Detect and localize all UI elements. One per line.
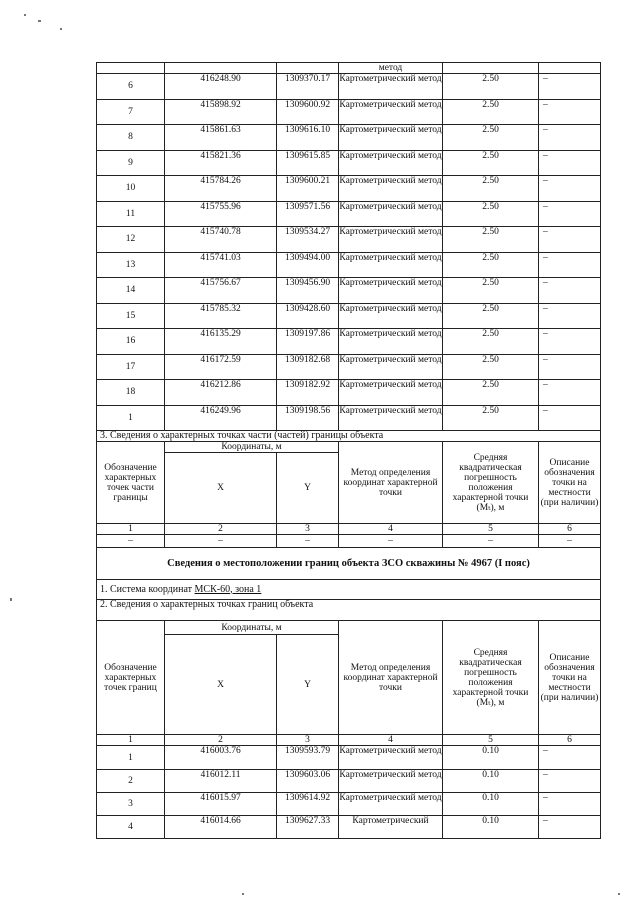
section2-number-row <box>97 735 601 746</box>
x-coordinate: 416014.66 <box>165 816 277 839</box>
y-coordinate: 1309593.79 <box>277 746 339 770</box>
description-cell: – <box>539 125 601 151</box>
x-coordinate <box>165 63 277 74</box>
column-number: 4 <box>339 735 443 746</box>
y-coordinate: 1309627.33 <box>277 816 339 839</box>
points-title: 2. Сведения о характерных точках границ объекта <box>97 600 601 621</box>
description-cell: – <box>539 150 601 176</box>
y-coordinate: 1309494.00 <box>277 252 339 278</box>
y-coordinate: 1309428.60 <box>277 303 339 329</box>
table-row <box>97 74 601 100</box>
description-cell: – <box>539 227 601 253</box>
table-row <box>97 252 601 278</box>
header-designation: Обозначение характерных точек границ <box>97 621 165 735</box>
table-row <box>97 354 601 380</box>
description-cell: – <box>539 770 601 793</box>
column-number: 6 <box>539 735 601 746</box>
header-y: Y <box>277 453 339 524</box>
error-cell: 2.50 <box>443 354 539 380</box>
description-cell: – <box>539 176 601 202</box>
x-coordinate: 416015.97 <box>165 793 277 816</box>
scan-speck <box>24 14 26 16</box>
y-coordinate: 1309600.92 <box>277 99 339 125</box>
section2-points-body <box>97 746 601 839</box>
point-number: 14 <box>97 278 165 304</box>
table-row <box>97 125 601 151</box>
table-row <box>97 816 601 839</box>
y-coordinate: 1309571.56 <box>277 201 339 227</box>
x-coordinate: 416249.96 <box>165 405 277 431</box>
description-cell: – <box>539 252 601 278</box>
points-table-body <box>97 63 601 431</box>
error-cell: 2.50 <box>443 303 539 329</box>
description-cell: – <box>539 303 601 329</box>
description-cell <box>539 63 601 74</box>
part3-number-row <box>97 524 601 535</box>
error-cell: 2.50 <box>443 278 539 304</box>
scan-speck <box>618 893 620 895</box>
table-row <box>97 329 601 355</box>
method-cell: Картометрический метод <box>339 380 443 406</box>
coord-system-label: 1. Система координат <box>100 583 195 595</box>
column-number: 4 <box>339 524 443 535</box>
method-cell: Картометрический метод <box>339 405 443 431</box>
y-coordinate: 1309534.27 <box>277 227 339 253</box>
method-cell: Картометрический метод <box>339 746 443 770</box>
coord-system-value: МСК-60, зона 1 <box>194 583 262 595</box>
error-cell: 2.50 <box>443 252 539 278</box>
header-designation: Обозначение характерных точек части границы <box>97 442 165 524</box>
column-number: 3 <box>277 735 339 746</box>
y-coordinate: 1309600.21 <box>277 176 339 202</box>
empty-cell: – <box>443 535 539 548</box>
x-coordinate: 415898.92 <box>165 99 277 125</box>
table-row <box>97 746 601 770</box>
method-cell: Картометрический метод <box>339 125 443 151</box>
header-description: Описание обозначения точки на местности (при наличии) <box>539 442 601 524</box>
header-method: Метод определения координат характерной точки <box>339 621 443 735</box>
empty-cell: – <box>539 535 601 548</box>
points-table <box>96 62 601 839</box>
x-coordinate: 416003.76 <box>165 746 277 770</box>
method-cell: Картометрический метод <box>339 770 443 793</box>
column-number: 2 <box>165 524 277 535</box>
method-cell: Картометрический метод <box>339 354 443 380</box>
point-number: 18 <box>97 380 165 406</box>
header-x: X <box>165 453 277 524</box>
error-cell: 2.50 <box>443 227 539 253</box>
header-error: Средняя квадратическая погрешность положения характерной точки (Mₜ), м <box>443 621 539 735</box>
y-coordinate: 1309182.92 <box>277 380 339 406</box>
column-number: 5 <box>443 524 539 535</box>
error-cell: 2.50 <box>443 201 539 227</box>
error-cell: 2.50 <box>443 380 539 406</box>
y-coordinate: 1309603.06 <box>277 770 339 793</box>
method-cell: Картометрический метод <box>339 99 443 125</box>
description-cell: – <box>539 380 601 406</box>
part3-empty-row <box>97 535 601 548</box>
method-cell: Картометрический метод <box>339 74 443 100</box>
table-row <box>97 278 601 304</box>
point-number: 12 <box>97 227 165 253</box>
method-cell: Картометрический метод <box>339 150 443 176</box>
x-coordinate: 415785.32 <box>165 303 277 329</box>
header-coordinates: Координаты, м <box>165 621 339 635</box>
method-cell: Картометрический метод <box>339 329 443 355</box>
point-number: 13 <box>97 252 165 278</box>
header-coordinates: Координаты, м <box>165 442 339 453</box>
method-cell: Картометрический метод <box>339 252 443 278</box>
error-cell: 0.10 <box>443 770 539 793</box>
y-coordinate <box>277 63 339 74</box>
coord-system-row <box>97 580 601 600</box>
method-cell: Картометрический метод <box>339 793 443 816</box>
column-number: 2 <box>165 735 277 746</box>
error-cell: 0.10 <box>443 746 539 770</box>
table-row <box>97 150 601 176</box>
x-coordinate: 415756.67 <box>165 278 277 304</box>
point-number: 6 <box>97 74 165 100</box>
method-cell: Картометрический метод <box>339 278 443 304</box>
point-number: 2 <box>97 770 165 793</box>
x-coordinate: 415821.36 <box>165 150 277 176</box>
table-row <box>97 176 601 202</box>
scan-speck <box>38 20 41 22</box>
x-coordinate: 415755.96 <box>165 201 277 227</box>
column-number: 1 <box>97 524 165 535</box>
y-coordinate: 1309197.86 <box>277 329 339 355</box>
point-number: 10 <box>97 176 165 202</box>
header-error: Средняя квадратическая погрешность положения характерной точки (Mₜ), м <box>443 442 539 524</box>
point-number: 11 <box>97 201 165 227</box>
x-coordinate: 416012.11 <box>165 770 277 793</box>
method-cell: Картометрический метод <box>339 176 443 202</box>
table-row <box>97 380 601 406</box>
error-cell: 0.10 <box>443 793 539 816</box>
method-cell: Картометрический метод <box>339 227 443 253</box>
error-cell: 2.50 <box>443 329 539 355</box>
method-cell: метод <box>339 63 443 74</box>
x-coordinate: 415861.63 <box>165 125 277 151</box>
header-method: Метод определения координат характерной точки <box>339 442 443 524</box>
part3-title-row <box>97 431 601 442</box>
error-cell: 0.10 <box>443 816 539 839</box>
error-cell: 2.50 <box>443 74 539 100</box>
table-row <box>97 405 601 431</box>
description-cell: – <box>539 278 601 304</box>
point-number: 17 <box>97 354 165 380</box>
point-number: 1 <box>97 746 165 770</box>
error-cell: 2.50 <box>443 405 539 431</box>
y-coordinate: 1309616.10 <box>277 125 339 151</box>
point-number: 16 <box>97 329 165 355</box>
table-row <box>97 99 601 125</box>
y-coordinate: 1309370.17 <box>277 74 339 100</box>
scan-speck <box>242 893 244 895</box>
method-cell: Картометрический метод <box>339 201 443 227</box>
column-number: 1 <box>97 735 165 746</box>
empty-cell: – <box>277 535 339 548</box>
column-number: 5 <box>443 735 539 746</box>
x-coordinate: 415784.26 <box>165 176 277 202</box>
point-number: 15 <box>97 303 165 329</box>
error-cell: 2.50 <box>443 176 539 202</box>
error-cell: 2.50 <box>443 99 539 125</box>
table-row <box>97 793 601 816</box>
point-number: 3 <box>97 793 165 816</box>
table-row <box>97 227 601 253</box>
error-cell <box>443 63 539 74</box>
description-cell: – <box>539 74 601 100</box>
description-cell: – <box>539 99 601 125</box>
error-cell: 2.50 <box>443 150 539 176</box>
point-number: 1 <box>97 405 165 431</box>
scan-speck <box>10 598 12 601</box>
y-coordinate: 1309198.56 <box>277 405 339 431</box>
x-coordinate: 416172.59 <box>165 354 277 380</box>
y-coordinate: 1309615.85 <box>277 150 339 176</box>
description-cell: – <box>539 405 601 431</box>
description-cell: – <box>539 354 601 380</box>
point-number <box>97 63 165 74</box>
point-number: 9 <box>97 150 165 176</box>
header-description: Описание обозначения точки на местности (при наличии) <box>539 621 601 735</box>
x-coordinate: 416135.29 <box>165 329 277 355</box>
table-row <box>97 63 601 74</box>
description-cell: – <box>539 201 601 227</box>
part3-header-row <box>97 442 601 453</box>
y-coordinate: 1309182.68 <box>277 354 339 380</box>
table-row <box>97 201 601 227</box>
description-cell: – <box>539 816 601 839</box>
description-cell: – <box>539 793 601 816</box>
method-cell: Картометрический метод <box>339 303 443 329</box>
table-row <box>97 303 601 329</box>
point-number: 8 <box>97 125 165 151</box>
error-cell: 2.50 <box>443 125 539 151</box>
points-title-row <box>97 600 601 621</box>
table-row <box>97 770 601 793</box>
x-coordinate: 416212.86 <box>165 380 277 406</box>
header-x: X <box>165 635 277 735</box>
section-title: Сведения о местоположении границ объекта ЗСО скважины № 4967 (I пояс) <box>97 548 601 580</box>
empty-cell: – <box>339 535 443 548</box>
method-cell: Картометрический <box>339 816 443 839</box>
empty-cell: – <box>97 535 165 548</box>
point-number: 7 <box>97 99 165 125</box>
description-cell: – <box>539 746 601 770</box>
x-coordinate: 415741.03 <box>165 252 277 278</box>
part3-title: 3. Сведения о характерных точках части (частей) границы объекта <box>97 431 601 442</box>
header-y: Y <box>277 635 339 735</box>
point-number: 4 <box>97 816 165 839</box>
scan-speck <box>60 28 62 30</box>
x-coordinate: 415740.78 <box>165 227 277 253</box>
column-number: 3 <box>277 524 339 535</box>
section2-header-row <box>97 621 601 635</box>
coord-system <box>97 580 601 600</box>
section-title-row <box>97 548 601 580</box>
empty-cell: – <box>165 535 277 548</box>
description-cell: – <box>539 329 601 355</box>
x-coordinate: 416248.90 <box>165 74 277 100</box>
y-coordinate: 1309614.92 <box>277 793 339 816</box>
column-number: 6 <box>539 524 601 535</box>
y-coordinate: 1309456.90 <box>277 278 339 304</box>
